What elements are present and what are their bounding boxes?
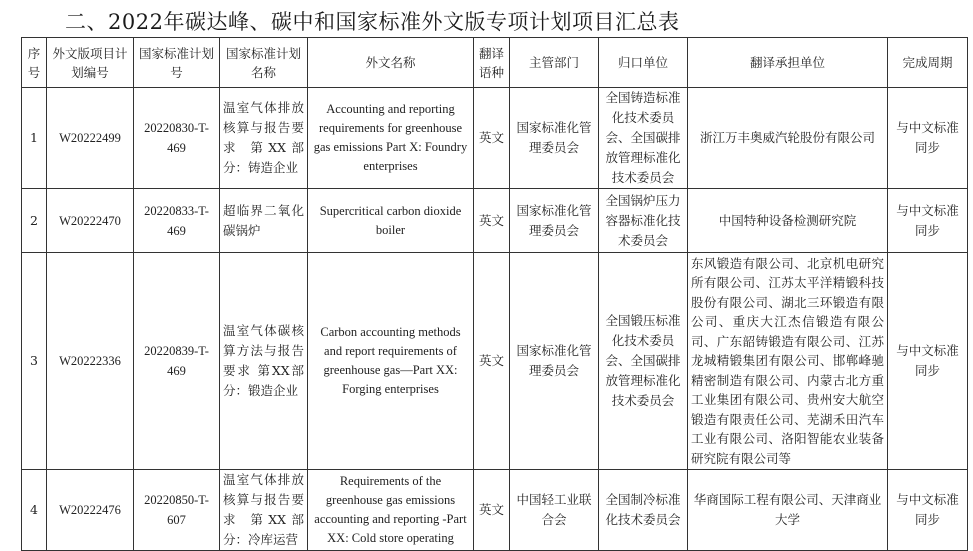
plan-table bbox=[21, 37, 968, 551]
cell-dept: 国家标准化管理委员会 bbox=[510, 189, 599, 253]
cell-national-name: 超临界二氧化碳锅炉 bbox=[220, 189, 308, 253]
cell-tc: 全国锅炉压力容器标准化技术委员会 bbox=[599, 189, 688, 253]
table-row bbox=[22, 470, 968, 551]
cell-period: 与中文标准同步 bbox=[888, 189, 968, 253]
cell-foreign-name: Accounting and reporting requirements for greenhouse gas emissions Part X: Foundry enterprises bbox=[308, 88, 474, 189]
cell-foreign-plan-no: W20222336 bbox=[47, 253, 134, 470]
cell-seq: 3 bbox=[22, 253, 47, 470]
cell-national-plan-no: 20220850-T-607 bbox=[134, 470, 220, 551]
cell-seq: 4 bbox=[22, 470, 47, 551]
cell-foreign-name: Carbon accounting methods and report requirements of greenhouse gas—Part XX: Forging enterprises bbox=[308, 253, 474, 470]
cell-national-name: 温室气体碳核算方法与报告要求 第XX部分：锻造企业 bbox=[220, 253, 308, 470]
cell-language: 英文 bbox=[474, 88, 510, 189]
page-title: 二、2022年碳达峰、碳中和国家标准外文版专项计划项目汇总表 bbox=[65, 10, 680, 34]
cell-seq: 2 bbox=[22, 189, 47, 253]
cell-foreign-plan-no: W20222470 bbox=[47, 189, 134, 253]
cell-tc: 全国锻压标准化技术委员会、全国碳排放管理标准化技术委员会 bbox=[599, 253, 688, 470]
table-row bbox=[22, 253, 968, 470]
cell-period: 与中文标准同步 bbox=[888, 88, 968, 189]
cell-national-plan-no: 20220830-T-469 bbox=[134, 88, 220, 189]
header-tc: 归口单位 bbox=[599, 38, 688, 88]
cell-tc: 全国铸造标准化技术委员会、全国碳排放管理标准化技术委员会 bbox=[599, 88, 688, 189]
cell-foreign-plan-no: W20222476 bbox=[47, 470, 134, 551]
cell-seq: 1 bbox=[22, 88, 47, 189]
table-row bbox=[22, 88, 968, 189]
header-period: 完成周期 bbox=[888, 38, 968, 88]
cell-translator: 华商国际工程有限公司、天津商业大学 bbox=[688, 470, 888, 551]
header-seq: 序号 bbox=[22, 38, 47, 88]
cell-language: 英文 bbox=[474, 189, 510, 253]
cell-translator: 浙江万丰奥威汽轮股份有限公司 bbox=[688, 88, 888, 189]
table-header-row bbox=[22, 38, 968, 88]
header-language: 翻译语种 bbox=[474, 38, 510, 88]
cell-foreign-plan-no: W20222499 bbox=[47, 88, 134, 189]
cell-national-plan-no: 20220839-T-469 bbox=[134, 253, 220, 470]
cell-dept: 国家标准化管理委员会 bbox=[510, 253, 599, 470]
cell-language: 英文 bbox=[474, 470, 510, 551]
cell-dept: 中国轻工业联合会 bbox=[510, 470, 599, 551]
cell-language: 英文 bbox=[474, 253, 510, 470]
cell-foreign-name: Requirements of the greenhouse gas emissions accounting and reporting -Part XX: Cold store operating bbox=[308, 470, 474, 551]
cell-dept: 国家标准化管理委员会 bbox=[510, 88, 599, 189]
header-dept: 主管部门 bbox=[510, 38, 599, 88]
cell-period: 与中文标准同步 bbox=[888, 253, 968, 470]
header-foreign-plan-no: 外文版项目计划编号 bbox=[47, 38, 134, 88]
cell-national-name: 温室气体排放核算与报告要求 第XX部分：冷库运营 bbox=[220, 470, 308, 551]
cell-translator: 中国特种设备检测研究院 bbox=[688, 189, 888, 253]
cell-foreign-name: Supercritical carbon dioxide boiler bbox=[308, 189, 474, 253]
header-translator: 翻译承担单位 bbox=[688, 38, 888, 88]
cell-period: 与中文标准同步 bbox=[888, 470, 968, 551]
cell-national-plan-no: 20220833-T-469 bbox=[134, 189, 220, 253]
cell-translator: 东风锻造有限公司、北京机电研究所有限公司、江苏太平洋精锻科技股份有限公司、湖北三环锻造有限公司、重庆大江杰信锻造有限公司、广东韶铸锻造有限公司、江苏龙城精锻集团有限公司、邯郸峰驰精密制造有限公司、内蒙古北方重工业集团有限公司、贵州安大航空锻造有限责任公司、芜湖禾田汽车工业有限公司、洛阳智能农业装备研究院有限公司等 bbox=[688, 253, 888, 470]
cell-tc: 全国制冷标准化技术委员会 bbox=[599, 470, 688, 551]
table-row bbox=[22, 189, 968, 253]
header-foreign-name: 外文名称 bbox=[308, 38, 474, 88]
cell-national-name: 温室气体排放核算与报告要求 第XX部分：铸造企业 bbox=[220, 88, 308, 189]
header-national-plan-no: 国家标准计划号 bbox=[134, 38, 220, 88]
header-national-name: 国家标准计划名称 bbox=[220, 38, 308, 88]
